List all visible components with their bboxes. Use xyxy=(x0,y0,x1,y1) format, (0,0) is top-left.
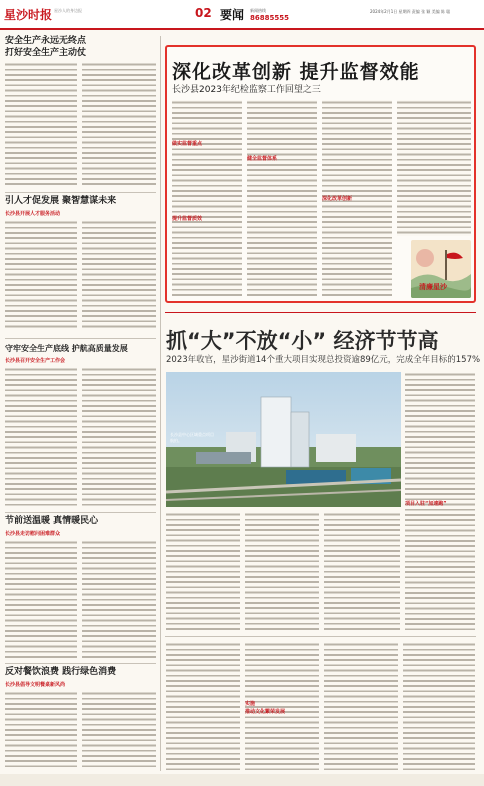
left-article-1-body-a xyxy=(5,62,77,188)
divider xyxy=(165,636,476,637)
divider xyxy=(5,512,156,513)
mid-body-col2 xyxy=(245,512,319,630)
lead-story-title[interactable]: 深化改革创新 提升监督效能 xyxy=(172,61,420,83)
mid-body-col3 xyxy=(324,512,400,630)
left-article-4-sub: 长沙县走访慰问困难群众 xyxy=(5,531,61,537)
lead-body-col4 xyxy=(397,100,471,236)
masthead xyxy=(0,0,484,30)
section-name: 要闻 xyxy=(220,8,245,22)
lead-subhead-4: 深化改革创新 xyxy=(322,196,353,202)
left-article-4-body-b xyxy=(82,540,156,658)
page-footer xyxy=(0,774,484,786)
lead-subhead-3: 健全监督体系 xyxy=(247,156,278,162)
bottom-body-col1 xyxy=(166,642,240,770)
section-number: 02 xyxy=(195,6,212,20)
left-article-1-body-b xyxy=(82,62,156,188)
mid-story-title[interactable]: 抓“大”不放“小” 经济节节高 xyxy=(166,329,439,353)
left-article-4-body-a xyxy=(5,540,77,658)
column-divider xyxy=(160,36,161,771)
ad-text: 清廉星沙 xyxy=(419,282,447,291)
hotline-number: 86885555 xyxy=(250,14,289,22)
left-article-2-title[interactable]: 引人才促发展 聚智慧谋未来 xyxy=(5,196,117,206)
mid-story-subtitle: 2023年收官，星沙街道14个重大项目实现总投资逾89亿元，完成全年目标的157% xyxy=(166,355,481,365)
photo-caption: 长沙县中心区域重点项目航拍。 xyxy=(170,432,214,443)
paper-logo: 星沙时报 xyxy=(4,8,53,22)
left-article-3-title[interactable]: 守牢安全生产底线 护航高质量发展 xyxy=(5,343,128,353)
bottom-body-col4 xyxy=(403,642,475,770)
divider xyxy=(5,192,156,193)
lead-story-subtitle: 长沙县2023年纪检监察工作回望之三 xyxy=(172,85,321,95)
hotline-label: 新闻热线 xyxy=(250,8,266,13)
issue-meta: 2024年2月1日 星期四 责编 张 颖 美编 陈 聪 xyxy=(370,9,451,14)
logo-slogan: 星沙人的身边报 xyxy=(54,8,82,13)
clean-government-ad[interactable] xyxy=(411,240,471,298)
bottom-subhead-1: 实施 xyxy=(245,701,256,707)
left-article-2-sub: 长沙县开展人才服务活动 xyxy=(5,211,61,217)
left-article-3-sub: 长沙县召开安全生产工作会 xyxy=(5,358,66,364)
bottom-body-col3 xyxy=(324,642,398,770)
left-article-1-title1[interactable]: 安全生产永远无终点 xyxy=(5,36,87,46)
bottom-subhead-2: 推动文化繁荣发展 xyxy=(245,709,286,715)
mid-subhead-1: 项目入驻“加速跑” xyxy=(405,501,447,507)
left-article-3-body-b xyxy=(82,367,156,507)
lead-body-col2 xyxy=(247,100,317,296)
left-article-5-body-a xyxy=(5,691,77,769)
lead-subhead-1: 做实监督重点 xyxy=(172,141,203,147)
lead-subhead-2: 提升监督质效 xyxy=(172,216,203,222)
divider xyxy=(165,312,476,313)
left-article-5-sub: 长沙县倡导文明餐桌新风尚 xyxy=(5,682,66,688)
left-article-4-title[interactable]: 节前送温暖 真情暖民心 xyxy=(5,516,99,526)
left-article-2-body-a xyxy=(5,220,77,330)
mid-body-col1 xyxy=(166,512,240,630)
bottom-body-col2 xyxy=(245,642,319,770)
left-article-3-body-a xyxy=(5,367,77,507)
divider xyxy=(5,338,156,339)
left-article-1-title2[interactable]: 打好安全生产主动仗 xyxy=(5,48,87,58)
left-article-5-title[interactable]: 反对餐饮浪费 践行绿色消费 xyxy=(5,667,117,677)
left-article-2-body-b xyxy=(82,220,156,330)
divider xyxy=(5,663,156,664)
lead-body-col1 xyxy=(172,100,242,296)
left-article-5-body-b xyxy=(82,691,156,769)
